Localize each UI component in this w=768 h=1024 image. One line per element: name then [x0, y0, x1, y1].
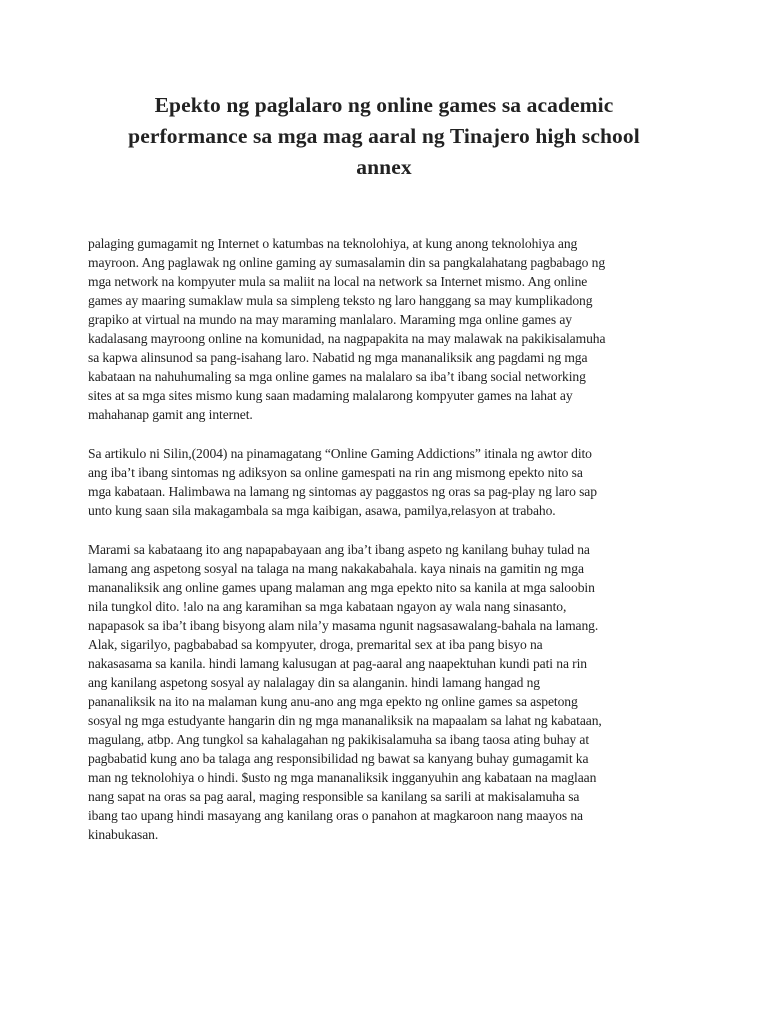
paragraph: [88, 444, 688, 520]
paragraph-line: mahahanap gamit ang internet.: [88, 407, 253, 422]
paragraph-line: pagbabatid kung ano ba talaga ang responsibilidad ng bawat sa kanyang buhay gumagamit ka: [88, 751, 589, 766]
paragraph-line: lamang ang aspetong sosyal na talaga na mang nakakabahala. kaya ninais na gamitin ng mga: [88, 561, 584, 576]
paragraph-line: Sa artikulo ni Silin,(2004) na pinamagatang “Online Gaming Addictions” itinala ng awtor dito: [88, 446, 592, 461]
paragraph: [88, 540, 688, 844]
paragraph-line: mananaliksik ang online games upang malaman ang mga epekto nito sa kanila at mga saloobin: [88, 580, 595, 595]
paragraph-line: mayroon. Ang paglawak ng online gaming ay sumasalamin din sa pangkalahatang pagbabago ng: [88, 255, 606, 270]
paragraph-line: sosyal ng mga estudyante hangarin din ng mga mananaliksik na mapaalam sa lahat ng kabataan,: [88, 713, 602, 728]
paragraph-line: grapiko at virtual na mundo na may maraming manlalaro. Maraming mga online games ay: [88, 312, 572, 327]
paragraph-line: Alak, sigarilyo, pagbababad sa kompyuter, droga, premarital sex at iba pang bisyo na: [88, 637, 543, 652]
paragraph-line: man ng teknolohiya o hindi. $usto ng mga mananaliksik ingganyuhin ang kabataan na maglaan: [88, 770, 597, 785]
paragraph-line: nila tungkol dito. !alo na ang karamihan sa mga kabataan ngayon ay wala nang sinasanto,: [88, 599, 567, 614]
paragraph-line: games ay maaring sumaklaw mula sa simpleng teksto ng laro hanggang sa may kumplikadong: [88, 293, 593, 308]
title-line: performance sa mga mag aaral ng Tinajero high school: [128, 124, 640, 148]
paragraph-line: kinabukasan.: [88, 827, 159, 842]
paragraph-line: sa kapwa alinsunod sa pang-isahang laro. Nabatid ng mga mananaliksik ang pagdami ng mga: [88, 350, 588, 365]
paragraph-line: ibang tao upang hindi masayang ang kanilang oras o panahon at magkaroon nang maayos na: [88, 808, 583, 823]
paragraph-line: nakasasama sa kanila. hindi lamang kalusugan at pag-aaral ang naapektuhan kundi pati na rin: [88, 656, 587, 671]
paragraph-line: ang kanilang aspetong sosyal ay nalalagay din sa alanganin. hindi lamang hangad ng: [88, 675, 540, 690]
paragraph-line: kabataan na nahuhumaling sa mga online games na malalaro sa iba’t ibang social networking: [88, 369, 586, 384]
paragraph-line: mga kabataan. Halimbawa na lamang ng sintomas ay paggastos ng oras sa pag-play ng laro sap: [88, 484, 597, 499]
paragraph: [88, 234, 688, 424]
document-body: [88, 234, 688, 864]
paragraph-line: magulang, atbp. Ang tungkol sa kahalagahan ng pakikisalamuha sa ibang taosa ating buhay at: [88, 732, 590, 747]
paragraph-line: ang iba’t ibang sintomas ng adiksyon sa online gamespati na rin ang mismong epekto nito sa: [88, 465, 583, 480]
paragraph-line: unto kung saan sila makagambala sa mga kaibigan, asawa, pamilya,relasyon at trabaho.: [88, 503, 556, 518]
paragraph-line: Marami sa kabataang ito ang napapabayaan ang iba’t ibang aspeto ng kanilang buhay tulad na: [88, 542, 590, 557]
document-title: [100, 90, 668, 183]
title-line: annex: [356, 155, 412, 179]
paragraph-line: kadalasang mayroong online na komunidad, na nagpapakita na may malawak na pakikisalamuha: [88, 331, 606, 346]
paragraph-line: pananaliksik na ito na malaman kung anu-ano ang mga epekto ng online games sa aspetong: [88, 694, 578, 709]
title-line: Epekto ng paglalaro ng online games sa academic: [154, 93, 614, 117]
paragraph-line: palaging gumagamit ng Internet o katumbas na teknolohiya, at kung anong teknolohiya ang: [88, 236, 578, 251]
paragraph-line: sites at sa mga sites mismo kung saan madaming malalarong kompyuter games na lahat ay: [88, 388, 573, 403]
paragraph-line: napapasok sa iba’t ibang bisyong alam nila’y masama ngunit nagsasawalang-bahala na lamang.: [88, 618, 599, 633]
paragraph-line: mga network na kompyuter mula sa maliit na local na network sa Internet mismo. Ang online: [88, 274, 588, 289]
paragraph-line: nang sapat na oras sa pag aaral, maging responsible sa kanilang sa sarili at makisalamuha sa: [88, 789, 580, 804]
